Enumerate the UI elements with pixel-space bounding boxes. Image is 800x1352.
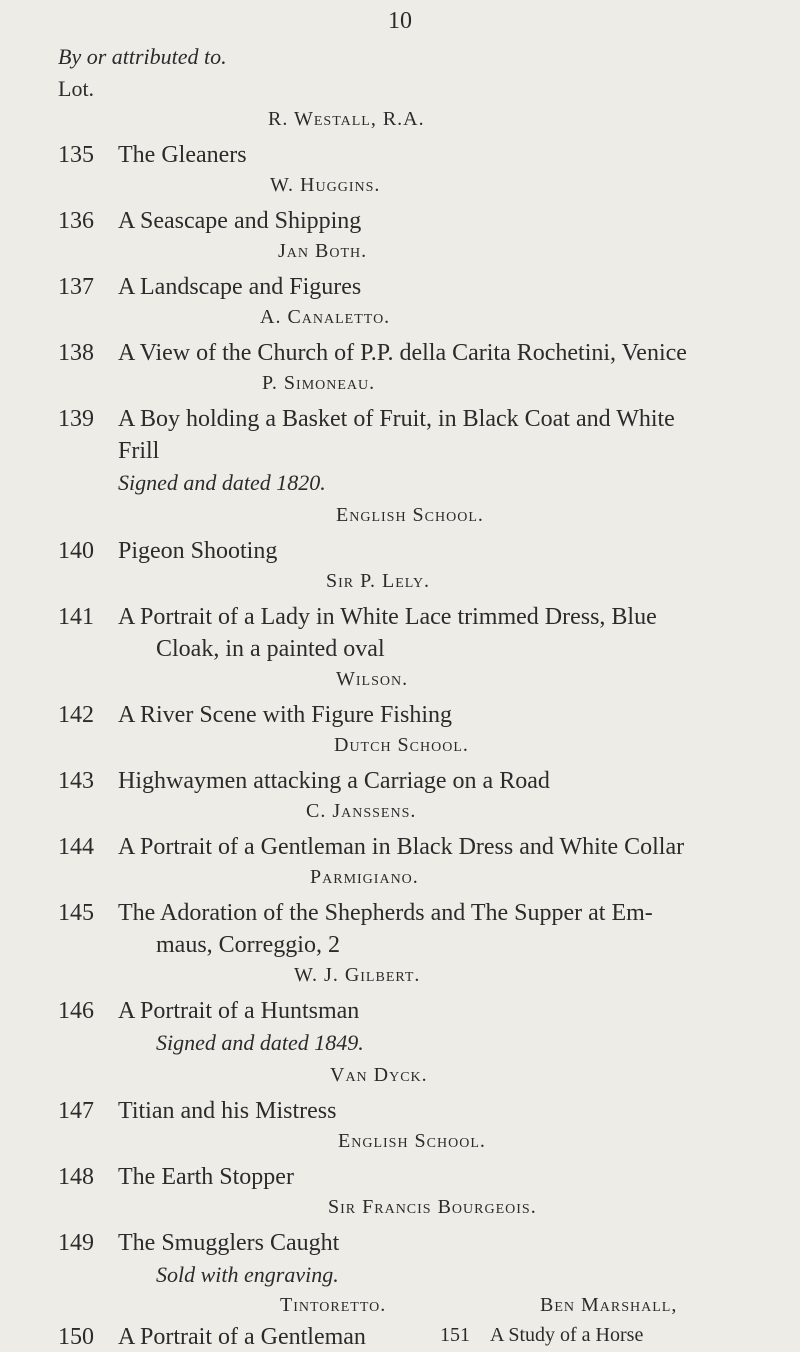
lot-title: A Seascape and Shipping <box>118 208 362 234</box>
lot-number: 150 <box>58 1324 94 1350</box>
lot-title: The Adoration of the Shepherds and The Supper at Em- <box>118 900 653 926</box>
lot-artist: Ben Marshall, <box>540 1294 678 1316</box>
lot-artist: Van Dyck. <box>330 1064 428 1086</box>
lot-artist: English School. <box>338 1130 486 1152</box>
lot-artist: W. Huggins. <box>270 174 381 196</box>
lot-artist: English School. <box>336 504 484 526</box>
lot-title: Titian and his Mistress <box>118 1098 337 1124</box>
lot-note: Sold with engraving. <box>156 1262 339 1287</box>
lot-number: 147 <box>58 1098 94 1124</box>
lot-number: 148 <box>58 1164 94 1190</box>
lot-number: 151 <box>440 1324 470 1346</box>
lot-title-continued: Frill <box>118 438 160 464</box>
page-number: 10 <box>388 8 412 34</box>
lot-note: Signed and dated 1849. <box>156 1030 364 1055</box>
lot-title: A Portrait of a Lady in White Lace trimmed Dress, Blue <box>118 604 657 630</box>
lot-number: 144 <box>58 834 94 860</box>
lot-number: 145 <box>58 900 94 926</box>
page-heading: By or attributed to. <box>58 44 227 69</box>
lot-title: A Landscape and Figures <box>118 274 362 300</box>
lot-title: The Earth Stopper <box>118 1164 294 1190</box>
lot-artist: A. Canaletto. <box>260 306 391 328</box>
lot-number: 135 <box>58 142 94 168</box>
lot-artist: P. Simoneau. <box>262 372 376 394</box>
lot-title: A River Scene with Figure Fishing <box>118 702 452 728</box>
lot-number: 141 <box>58 604 94 630</box>
lot-number: 137 <box>58 274 94 300</box>
lot-title: A Portrait of a Gentleman <box>118 1324 366 1350</box>
lot-artist: Tintoretto. <box>280 1294 387 1316</box>
lot-title-continued: Cloak, in a painted oval <box>156 636 385 662</box>
lot-number: 136 <box>58 208 94 234</box>
lot-title-continued: maus, Correggio, 2 <box>156 932 340 958</box>
lot-artist: Dutch School. <box>334 734 469 756</box>
lot-number: 140 <box>58 538 94 564</box>
lot-number: 149 <box>58 1230 94 1256</box>
lot-column-label: Lot. <box>58 76 95 101</box>
lot-number: 143 <box>58 768 94 794</box>
lot-number: 139 <box>58 406 94 432</box>
lot-artist: Sir Francis Bourgeois. <box>328 1196 537 1218</box>
lot-title: A Study of a Horse <box>490 1324 644 1346</box>
lot-number: 138 <box>58 340 94 366</box>
lot-artist: Sir P. Lely. <box>326 570 431 592</box>
lot-artist: Jan Both. <box>278 240 368 262</box>
lot-title: The Gleaners <box>118 142 247 168</box>
lot-title: A Portrait of a Gentleman in Black Dress and White Collar <box>118 834 685 860</box>
lot-number: 142 <box>58 702 94 728</box>
lot-artist: W. J. Gilbert. <box>294 964 421 986</box>
lot-artist: C. Janssens. <box>306 800 417 822</box>
lot-artist: Parmigiano. <box>310 866 419 888</box>
lot-number: 146 <box>58 998 94 1024</box>
lot-artist: Wilson. <box>336 668 409 690</box>
lot-title: A Portrait of a Huntsman <box>118 998 360 1024</box>
lot-title: The Smugglers Caught <box>118 1230 340 1256</box>
lot-note: Signed and dated 1820. <box>118 470 326 495</box>
lot-title: Pigeon Shooting <box>118 538 278 564</box>
lot-title: A Boy holding a Basket of Fruit, in Black Coat and White <box>118 406 675 432</box>
lot-artist: R. Westall, R.A. <box>268 108 425 130</box>
lot-title: A View of the Church of P.P. della Carita Rochetini, Venice <box>118 340 687 366</box>
lot-title: Highwaymen attacking a Carriage on a Road <box>118 768 550 794</box>
